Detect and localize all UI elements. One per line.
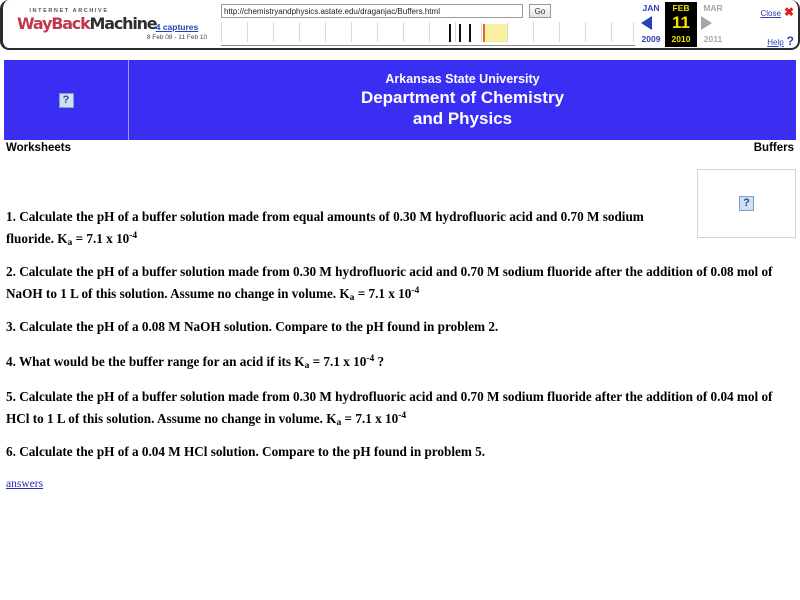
question-text: Calculate the pH of a 0.08 M NaOH solution. Compare to the pH found in problem 2. [19,319,499,334]
current-day-number: 11 [672,13,690,32]
question-superscript: -4 [398,410,407,421]
question-number: 6. [6,444,16,459]
date-navigator [637,2,743,47]
department-name-line1: Department of Chemistry [360,88,565,107]
question-subscript: a [304,360,310,371]
month-next-label: MAR [703,3,723,13]
section-nav-row [0,142,800,160]
internet-archive-kicker: INTERNET ARCHIVE [29,8,109,14]
question-number: 2. [6,264,16,279]
toolbar-corner-actions [742,2,794,46]
question-superscript: -4 [411,285,420,296]
banner-title-cell [129,60,796,140]
captures-count-link[interactable]: 4 captures [155,22,199,32]
question-item [0,208,700,252]
captures-timeline[interactable] [221,22,635,46]
question-text-cont: = 7.1 x 10 [341,410,399,426]
year-current-label: 2010 [671,34,691,44]
question-text: Calculate the pH of a 0.04 M HCl solution. Compare to the pH found in problem 5. [19,444,486,459]
archived-url-input[interactable] [221,4,523,18]
worksheet-content [0,208,800,492]
previous-capture-arrow-icon[interactable] [641,16,652,30]
close-icon[interactable]: ✖ [783,5,794,19]
help-link[interactable]: Help [767,38,784,47]
close-link[interactable]: Close [760,9,781,18]
question-number: 5. [6,389,16,404]
wayback-logo[interactable] [17,4,157,44]
question-item [0,318,800,337]
question-suffix: ? [374,353,385,369]
question-item [0,443,800,462]
captures-date-range: 8 Feb 08 - 11 Feb 10 [146,34,208,41]
help-icon[interactable]: ? [786,34,794,48]
help-row [742,32,794,50]
nav-worksheets-label[interactable]: Worksheets [6,142,71,154]
banner-logo-cell [4,60,129,140]
timeline-capture-mark[interactable] [469,24,471,42]
year-prev-label[interactable]: 2009 [641,34,661,44]
question-text: Calculate the pH of a buffer solution made from equal amounts of 0.30 M hydrofluoric acid and 0.70 M sodium fluoride. K [6,209,644,246]
go-button[interactable]: Go [529,4,551,18]
question-text: What would be the buffer range for an acid if its K [18,353,305,369]
url-bar-row [221,4,557,19]
university-name: Arkansas State University [385,72,540,86]
question-superscript: -4 [366,353,375,364]
timeline-capture-mark[interactable] [459,24,461,42]
question-number: 1. [6,209,16,224]
page-banner [4,60,796,140]
close-row [742,3,794,21]
question-number: 4. [6,353,16,369]
question-text-cont: = 7.1 x 10 [309,353,367,369]
wordmark-machine: Machine [89,14,157,33]
wayback-machine-wordmark [17,14,157,33]
wordmark-wayback: WayBack [17,14,90,33]
timeline-current-marker [483,24,485,42]
question-subscript: a [336,417,342,428]
department-name-line2: and Physics [412,109,513,128]
answers-link[interactable]: answers [6,477,44,490]
question-number: 3. [6,319,16,334]
next-capture-arrow-icon [701,16,712,30]
timeline-current-highlight [485,24,507,42]
question-subscript: a [67,237,73,248]
question-text-cont: = 7.1 x 10 [354,285,412,301]
page-title: Buffers [753,142,794,154]
month-prev-label[interactable]: JAN [642,3,660,13]
question-item [0,263,794,307]
wayback-machine-toolbar [0,0,800,50]
captures-block [131,22,223,43]
question-item [0,350,800,376]
question-text: Calculate the pH of a buffer solution made from 0.30 M hydrofluoric acid and 0.70 M sodium fluoride after the addition of 0.08 mol of NaOH to 1 L of this solution. Assume no change in volume. K [6,264,773,301]
month-current-label: FEB [672,3,690,13]
question-subscript: a [349,292,355,303]
broken-image-icon [59,93,74,108]
question-item [0,388,794,432]
year-next-label: 2011 [703,34,723,44]
question-text: Calculate the pH of a buffer solution made from 0.30 M hydrofluoric acid and 0.70 M sodium fluoride after the addition of 0.04 mol of HCl to 1 L of this solution. Assume no change in volume. K [6,389,773,426]
timeline-capture-mark[interactable] [449,24,451,42]
question-text-cont: = 7.1 x 10 [72,230,130,246]
question-superscript: -4 [129,230,138,241]
